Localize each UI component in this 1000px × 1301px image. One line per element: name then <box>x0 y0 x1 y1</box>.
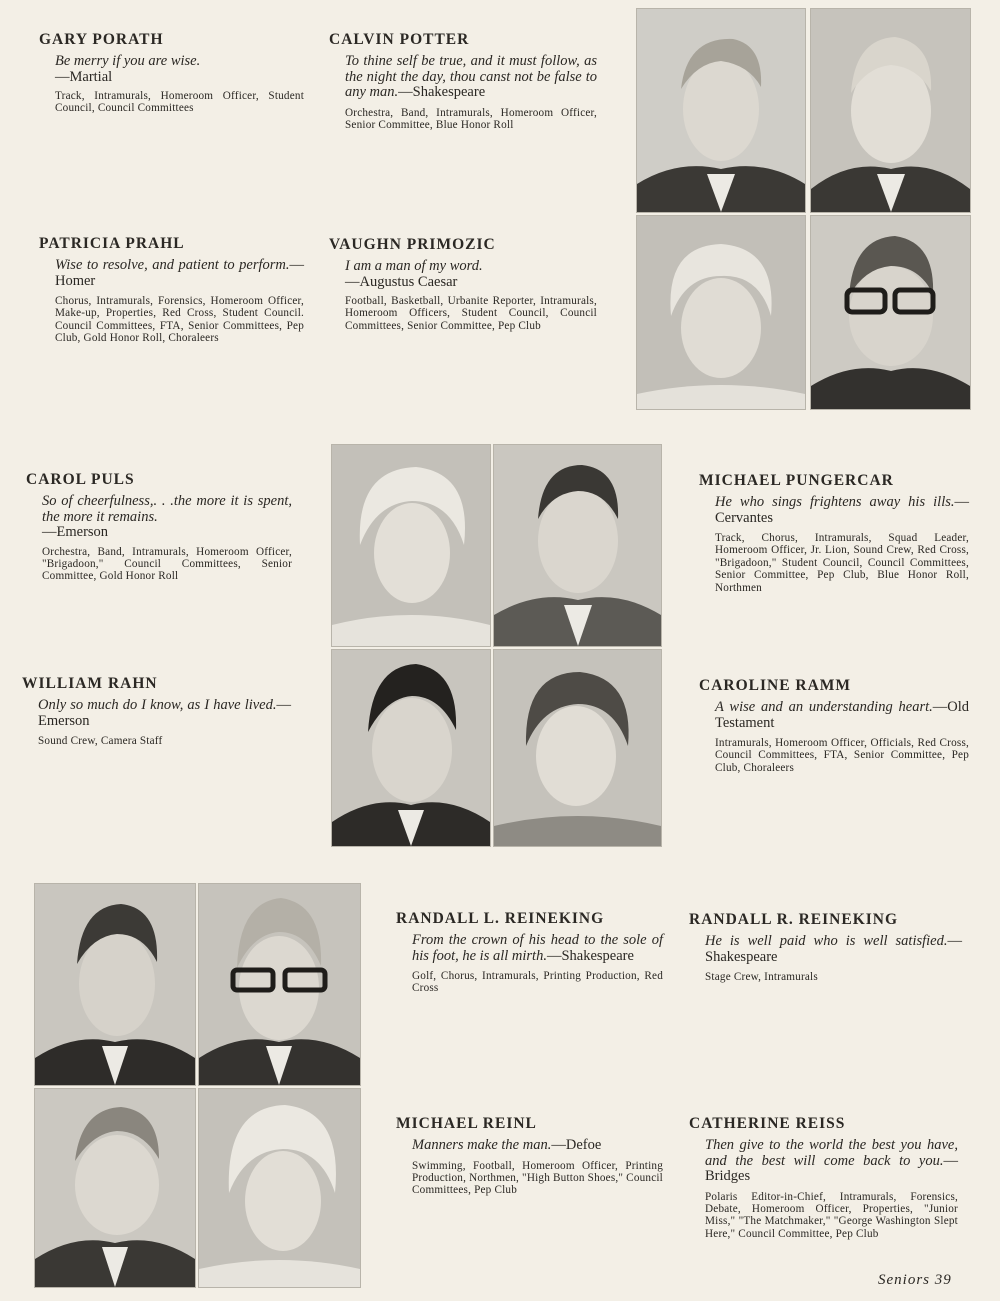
quote-author: —Emerson <box>38 697 291 729</box>
student-activities: Swimming, Football, Homeroom Officer, Printing Production, Northmen, "High Button Shoes," Council Committees, Pep Club <box>412 1159 663 1197</box>
student-activities: Polaris Editor-in-Chief, Intramurals, Forensics, Debate, Homeroom Officer, Properties, "Junior Miss," "The Matchmaker," "George Washington Slept Here," Council Committee, Pep Club <box>705 1190 958 1240</box>
portrait-photo-porath <box>636 8 806 213</box>
student-entry-pungercar <box>699 472 969 594</box>
student-name: CAROL PULS <box>26 471 135 488</box>
student-activities: Orchestra, Band, Intramurals, Homeroom Officer, Senior Committee, Blue Honor Roll <box>345 106 597 131</box>
student-name: WILLIAM RAHN <box>22 675 158 692</box>
quote-author: —Shakespeare <box>398 84 486 100</box>
student-name: CATHERINE REISS <box>689 1115 846 1132</box>
student-entry-rahn <box>22 675 291 747</box>
quote-author: —Martial <box>55 68 113 85</box>
student-quote: To thine self be true, and it must follow, as the night the day, thou canst not be false to any man.—Shakespeare <box>345 53 597 100</box>
student-entry-randall-r-reineking <box>689 911 962 983</box>
portrait-photo-randall-l-reineking <box>34 883 196 1086</box>
student-entry-porath <box>39 31 304 115</box>
student-name: CALVIN POTTER <box>329 31 470 48</box>
student-entry-puls <box>26 471 292 583</box>
quote-author: —Augustus Caesar <box>345 273 458 290</box>
student-quote: I am a man of my word. <box>345 258 483 274</box>
student-activities: Orchestra, Band, Intramurals, Homeroom Officer, "Brigadoon," Council Committees, Senior Committee, Gold Honor Roll <box>42 545 292 583</box>
portrait-photo-puls <box>331 444 491 647</box>
portrait-photo-reinl <box>34 1088 196 1288</box>
student-entry-ramm <box>699 677 969 774</box>
portrait-photo-ramm <box>493 649 662 847</box>
student-entry-primozic <box>329 236 597 332</box>
student-entry-prahl <box>39 235 304 345</box>
student-name: RANDALL L. REINEKING <box>396 910 605 927</box>
student-entry-reinl <box>396 1115 663 1197</box>
portrait-photo-prahl <box>636 215 806 410</box>
quote-author: —Emerson <box>42 524 109 540</box>
student-entry-potter <box>329 31 597 131</box>
student-quote: Only so much do I know, as I have lived.—Emerson <box>38 697 291 729</box>
portrait-photo-potter <box>810 8 971 213</box>
quote-author: —Homer <box>55 257 304 289</box>
student-name: MICHAEL REINL <box>396 1115 537 1132</box>
student-activities: Sound Crew, Camera Staff <box>38 735 163 747</box>
portrait-photo-randall-r-reineking <box>198 883 361 1086</box>
quote-author: —Shakespeare <box>546 947 634 964</box>
student-name: VAUGHN PRIMOZIC <box>329 236 496 253</box>
portrait-photo-primozic <box>810 215 971 410</box>
student-quote: Then give to the world the best you have, and the best will come back to you.—Bridges <box>705 1137 958 1184</box>
student-activities: Track, Intramurals, Homeroom Officer, Student Council, Council Committees <box>55 90 304 115</box>
student-quote: He is well paid who is well satisfied.—Shakespeare <box>705 933 962 965</box>
student-name: CAROLINE RAMM <box>699 677 852 694</box>
student-activities: Stage Crew, Intramurals <box>705 971 818 983</box>
student-name: RANDALL R. REINEKING <box>689 911 899 928</box>
page-footer: Seniors 39 <box>878 1272 952 1288</box>
student-quote: So of cheerfulness,. . .the more it is spent, the more it remains. <box>42 493 292 525</box>
student-quote: He who sings frightens away his ills.—Cervantes <box>715 494 969 526</box>
student-quote: Be merry if you are wise. <box>55 53 201 69</box>
student-quote: Wise to resolve, and patient to perform.—Homer <box>55 257 304 289</box>
student-activities: Track, Chorus, Intramurals, Squad Leader, Homeroom Officer, Jr. Lion, Sound Crew, Red Cross, "Brigadoon," Student Council, Council Committees, Senior Committee, Pep Club, Blue Honor Roll, Northmen <box>715 532 969 594</box>
quote-author: —Old Testament <box>715 699 969 731</box>
student-activities: Chorus, Intramurals, Forensics, Homeroom Officer, Make-up, Properties, Red Cross, Student Council. Council Committees, FTA, Senior Committees, Pep Club, Gold Honor Roll, Choraleers <box>55 295 304 345</box>
student-quote: Manners make the man.—Defoe <box>412 1137 602 1153</box>
student-activities: Intramurals, Homeroom Officer, Officials, Red Cross, Council Committees, FTA, Senior Committee, Pep Club, Choraleers <box>715 737 969 774</box>
student-name: MICHAEL PUNGERCAR <box>699 472 894 489</box>
portrait-photo-reiss <box>198 1088 361 1288</box>
quote-author: —Defoe <box>551 1137 602 1153</box>
student-activities: Golf, Chorus, Intramurals, Printing Production, Red Cross <box>412 970 663 995</box>
student-quote: A wise and an understanding heart.—Old Testament <box>715 699 969 731</box>
student-activities: Football, Basketball, Urbanite Reporter, Intramurals, Homeroom Officers, Student Council, Council Committees, Senior Committee, Pep Club <box>345 295 597 332</box>
quote-author: —Shakespeare <box>705 933 962 965</box>
student-entry-randall-l-reineking <box>396 910 663 995</box>
quote-author: —Cervantes <box>715 494 969 526</box>
student-name: GARY PORATH <box>39 31 164 48</box>
portrait-photo-pungercar <box>493 444 662 647</box>
student-quote: From the crown of his head to the sole of his foot, he is all mirth.—Shakespeare <box>412 932 663 964</box>
student-name: PATRICIA PRAHL <box>39 235 185 252</box>
student-entry-reiss <box>689 1115 958 1240</box>
portrait-photo-rahn <box>331 649 491 847</box>
quote-author: —Bridges <box>705 1152 958 1184</box>
